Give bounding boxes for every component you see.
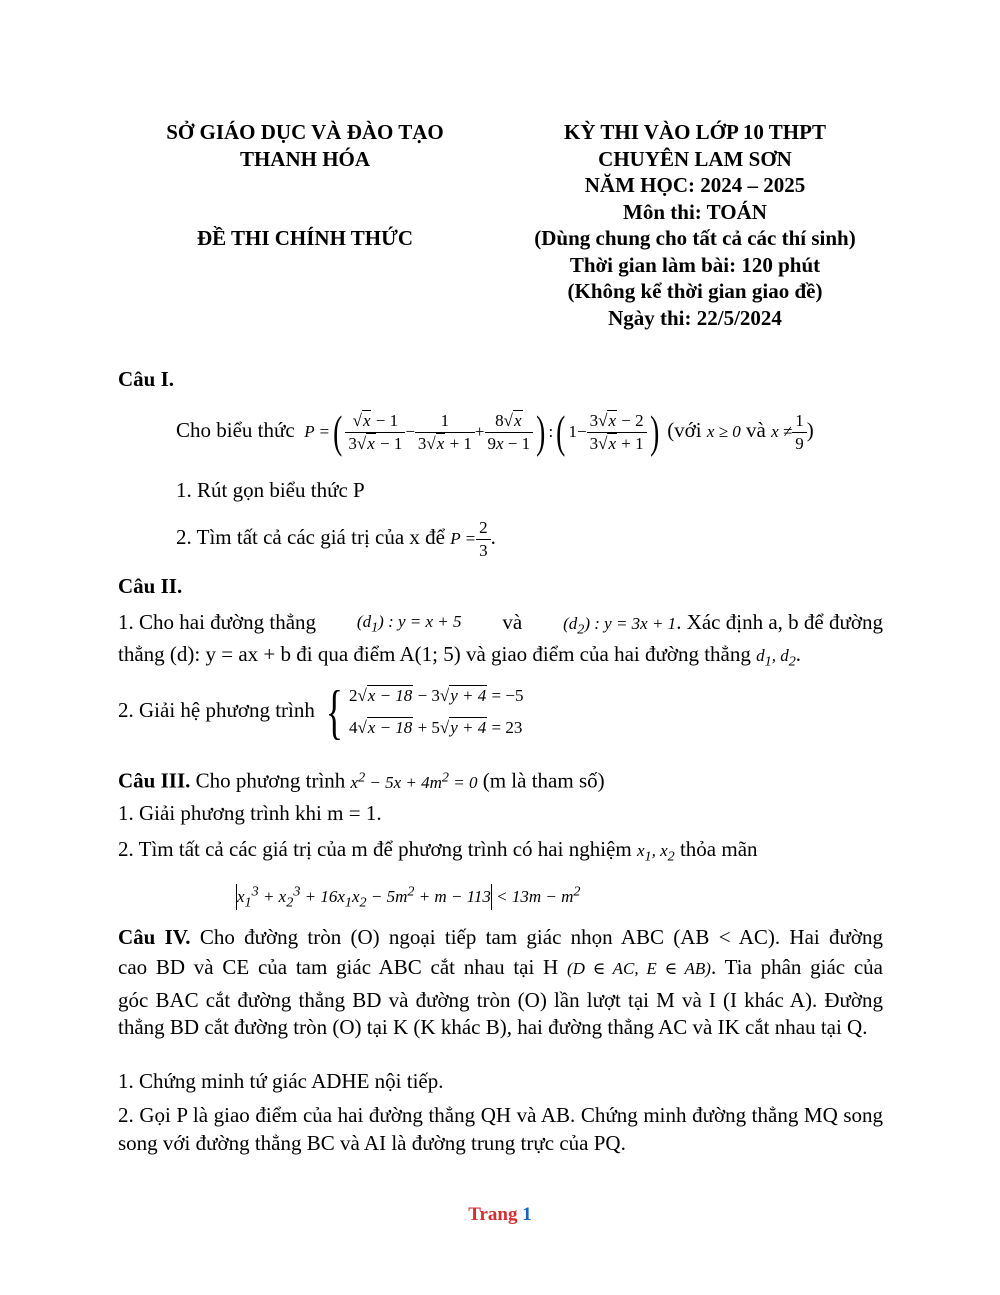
math-expression: P = (299, 422, 331, 441)
q1-item-1: 1. Rút gọn biểu thức P (176, 478, 365, 502)
math-expression: P = (450, 529, 477, 548)
q3-title-line (118, 764, 605, 796)
math-expression: x ≥ 0 (706, 422, 741, 441)
exam-info-line: Thời gian làm bài: 120 phút (569, 252, 821, 277)
q3-title: Câu III. (118, 768, 191, 793)
q2-item-1-line (118, 609, 883, 642)
q4-text-1: Cho đường tròn (O) ngoại tiếp tam giác nhọn ABC (AB < AC). Hai đường (199, 925, 883, 949)
q2-item-1a: 1. Cho hai đường thẳng (118, 610, 317, 634)
q2-item-2: 2. Giải hệ phương trình (118, 697, 315, 722)
official-label: ĐỀ THI CHÍNH THỨC (196, 226, 414, 250)
issuer-line-1: SỞ GIÁO DỤC VÀ ĐÀO TẠO (166, 120, 444, 144)
q2-item-1b: . Xác định a, b để đường (676, 610, 883, 634)
math-expression: $x_1$, $x_2$ (636, 841, 675, 865)
math-system: 2√x − 18 − 3√y + 4 = −5 4√x − 18 + 5√y + 4 = 23 (348, 686, 524, 737)
math-expression: $(d_1)$ : y = x + 5 (356, 612, 462, 636)
math-expression: (D ∈ AC, E ∈ AB) (566, 959, 711, 978)
q3-item-1: 1. Giải phương trình khi m = 1. (118, 801, 382, 825)
q4-paragraph (118, 922, 883, 1041)
exam-info-line: KỲ THI VÀO LỚP 10 THPT (564, 120, 826, 144)
exam-info-line: Môn thi: TOÁN (623, 199, 767, 224)
q1-expression-line: Cho biểu thức P =( $\frac{√x - 1}{3√x - 1}$ − $\frac{1}{3√x + 1}$ + $\frac{8√x}{9x - 1}$ ) :( 1− $\frac{3√x - 2}{3√x + 1}$ ) (với x ≥ 0 và x ≠ $\frac{1}{9}$ ) (176, 406, 814, 458)
math-expression: $d_1$, $d_2$ (756, 646, 796, 670)
q1-cond-close: ) (806, 418, 814, 442)
q4-item-2: 2. Gọi P là giao điểm của hai đường thẳng QH và AB. Chứng minh đường thẳng MQ song song với đường thẳng BC và AI là đường trung trực của PQ. (118, 1103, 883, 1155)
exam-info-line: CHUYÊN LAM SƠN (598, 146, 792, 171)
q2-item-1-text: thẳng (d): y = ax + b đi qua điểm A(1; 5) và giao điểm của hai đường thẳng (118, 642, 751, 666)
exam-info-block (500, 119, 890, 331)
exam-info-line: (Dùng chung cho tất cả các thí sinh) (534, 226, 856, 250)
exam-info-line: NĂM HỌC: 2024 – 2025 (584, 173, 806, 197)
page-label: Trang (468, 1204, 518, 1225)
q1-title: Câu I. (118, 367, 175, 391)
exam-info-line: Ngày thi: 22/5/2024 (608, 305, 782, 330)
issuer-line-2: THANH HÓA (239, 146, 371, 171)
q4-text-3: góc BAC cắt đường thẳng BD và đường tròn (O) lần lượt tại M và I (I khác A). Đường thẳng BD cắt đường tròn (O) tại K (K khác B), hai đường thẳng AC và IK cắt nhau tại Q. (118, 988, 883, 1039)
q4-text-2b: . Tia phân giác của (710, 955, 883, 979)
page-number: 1 (522, 1204, 532, 1225)
math-expression: $(d_2)$ : y = 3x + 1 (563, 614, 677, 638)
q2-title: Câu II. (118, 574, 183, 598)
q3-item-2a: 2. Tìm tất cả các giá trị của m để phương trình có hai nghiệm (118, 837, 632, 861)
q3-intro: Cho phương trình (195, 768, 346, 793)
q3-param: (m là tham số) (482, 768, 605, 793)
issuer-block (130, 119, 480, 172)
q2-item-1-and: và (502, 610, 523, 634)
q4-text-2a: cao BD và CE của tam giác ABC cắt nhau tại H (118, 955, 559, 979)
q3-item-2b: thỏa mãn (679, 837, 758, 861)
q1-intro: Cho biểu thức (176, 418, 295, 442)
q1-item-2: 2. Tìm tất cả các giá trị của x để (176, 525, 445, 549)
q1-cond-and: và (746, 418, 766, 442)
q3-item-2-line (118, 836, 758, 869)
q4-item-1: 1. Chứng minh tứ giác ADHE nội tiếp. (118, 1069, 444, 1093)
math-expression: $x_1^3 + x_2^3 + 16x_1x_2 - 5m^2 + m - 113$ (237, 883, 491, 911)
exam-info-line: (Không kể thời gian giao đề) (567, 279, 823, 303)
q2-item-2-line: 2. Giải hệ phương trình { 2√x − 18 − 3√y + 4 = −5 4√x − 18 + 5√y + 4 = 23 (118, 679, 524, 745)
q4-title: Câu IV. (118, 925, 191, 949)
math-expression: x ≠ (771, 422, 793, 441)
q2-item-1-line2: thẳng (d): y = ax + b đi qua điểm A(1; 5) và giao điểm của hai đường thẳng $d_1$, $d_2$. (118, 642, 802, 670)
q1-cond-open: (với (667, 418, 702, 442)
math-expression: $x^2 - 5x + 4m^2 = 0$ (350, 769, 478, 792)
page-footer (0, 1204, 1000, 1226)
q1-item-2-line: 2. Tìm tất cả các giá trị của x để P = $\frac{2}{3}$ . (176, 517, 496, 560)
q3-inequality: $x_1^3 + x_2^3 + 16x_1x_2 - 5m^2 + m - 113 < 13m - m^2$ (237, 883, 581, 911)
